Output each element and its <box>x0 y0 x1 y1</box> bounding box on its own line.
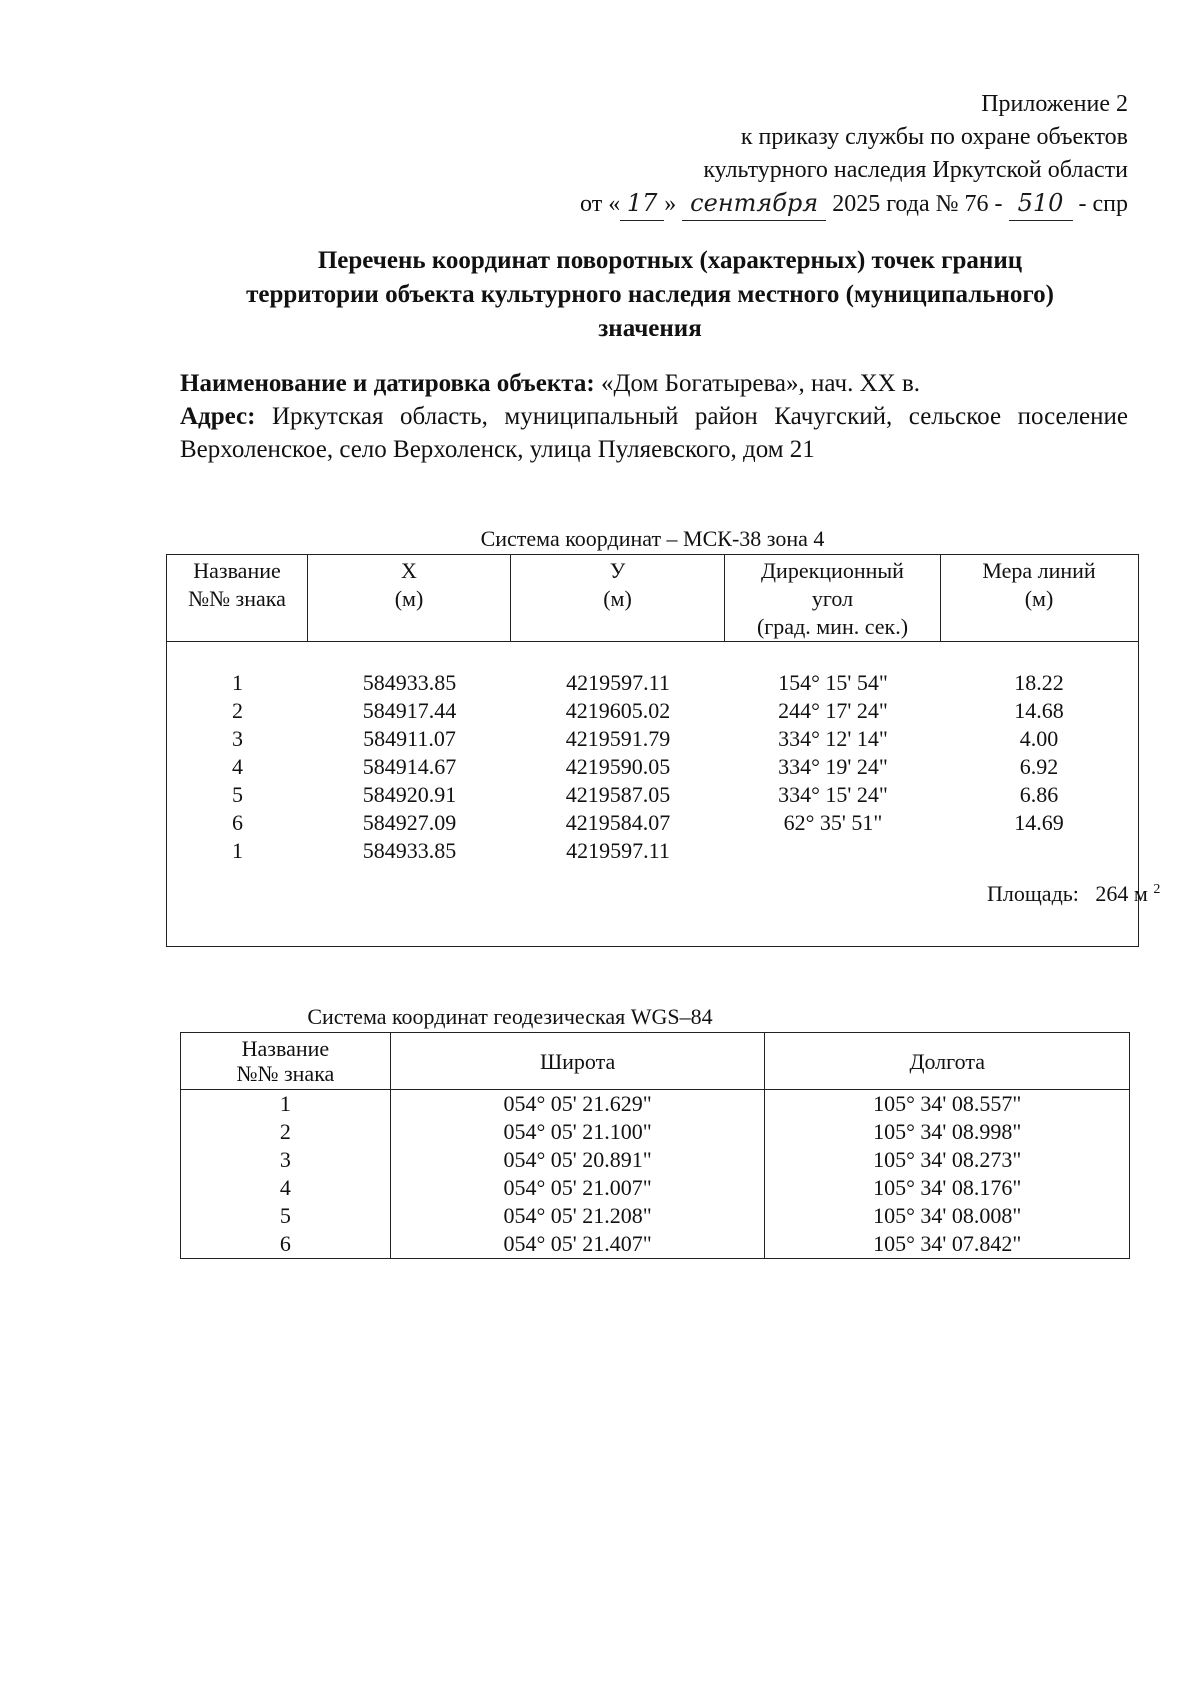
cell-longitude: 105° 34' 08.273" <box>765 1146 1130 1174</box>
cell-length: 6.86 <box>1019 782 1059 807</box>
wgs-table-header <box>181 1033 1130 1090</box>
header-cell-angle <box>725 555 941 641</box>
cell-length: 6.92 <box>1019 754 1059 779</box>
cell-y: 4219597.11 <box>566 670 670 695</box>
cell-longitude: 105° 34' 08.176" <box>765 1174 1130 1202</box>
table-row <box>167 725 1138 753</box>
cell-longitude: 105° 34' 07.842" <box>765 1230 1130 1259</box>
table-row <box>167 753 1138 781</box>
object-name-value: «Дом Богатырева», нач. XX в. <box>600 370 920 397</box>
cell-y: 4219590.05 <box>565 754 671 779</box>
object-name-line <box>180 367 1128 400</box>
header-cell-name <box>167 555 308 641</box>
area-unit-power: 2 <box>1153 882 1161 897</box>
area-label: Площадь: <box>987 881 1079 906</box>
title-line: территории объекта культурного наследия местного (муниципального) <box>246 281 1054 308</box>
header-text: №№ знака <box>188 586 286 611</box>
cell-x: 584927.09 <box>362 810 457 835</box>
header-cell-x <box>308 555 511 641</box>
cell-point-number: 4 <box>181 1174 391 1202</box>
address-value: Иркутская область, муниципальный район Качугский, сельское поселение Верхоленское, село Верхоленск, улица Пуляевского, дом 21 <box>180 403 1129 463</box>
cell-x: 584911.07 <box>363 726 456 751</box>
wgs-coordinates-table <box>180 1032 1130 1259</box>
cell-latitude: 054° 05' 21.407" <box>390 1230 765 1259</box>
header-text: угол <box>811 586 854 611</box>
cell-angle: 154° 15' 54" <box>778 670 888 695</box>
cell-angle: 62° 35' 51" <box>783 810 883 835</box>
header-cell-name <box>181 1033 391 1090</box>
cell-y: 4219591.79 <box>565 726 671 751</box>
table-row <box>167 809 1138 837</box>
msk-table-header <box>167 555 1138 642</box>
table-row <box>167 837 1138 865</box>
header-text: У <box>609 558 626 583</box>
document-title <box>160 244 1140 346</box>
table-row <box>181 1174 1130 1202</box>
appendix-ref-line: к приказу службы по охране объектов <box>740 124 1128 150</box>
object-info <box>180 367 1128 466</box>
cell-angle: 334° 12' 14" <box>778 726 888 751</box>
object-address-line <box>180 400 1128 466</box>
msk-coordinates-table <box>166 554 1161 947</box>
title-line: Перечень координат поворотных (характерных) точек границ <box>317 247 1023 274</box>
cell-point-number: 1 <box>181 1090 391 1119</box>
header-text: Название <box>193 558 281 583</box>
header-text: (м) <box>394 586 424 611</box>
cell-latitude: 054° 05' 20.891" <box>390 1146 765 1174</box>
table-row <box>181 1118 1130 1146</box>
table-row <box>181 1230 1130 1259</box>
cell-length: 18.22 <box>1014 670 1064 695</box>
appendix-ref-line: культурного наследия Иркутской области <box>703 157 1128 183</box>
cell-point-number: 5 <box>181 1202 391 1230</box>
cell-angle: 334° 15' 24" <box>778 782 888 807</box>
header-text: (м) <box>603 586 632 611</box>
order-date-line <box>428 187 1128 221</box>
cell-latitude: 054° 05' 21.007" <box>390 1174 765 1202</box>
cell-x: 584914.67 <box>362 754 457 779</box>
cell-length: 4.00 <box>1019 726 1059 751</box>
table-row <box>181 1146 1130 1174</box>
cell-length: 14.69 <box>1014 810 1064 835</box>
header-cell-y <box>511 555 725 641</box>
cell-longitude: 105° 34' 08.998" <box>765 1118 1130 1146</box>
cell-y: 4219605.02 <box>565 698 671 723</box>
cell-longitude: 105° 34' 08.008" <box>765 1202 1130 1230</box>
handwritten-day: 17 <box>620 187 664 221</box>
cell-y: 4219584.07 <box>565 810 671 835</box>
cell-point-number: 2 <box>232 698 243 723</box>
header-cell-length <box>941 555 1137 641</box>
header-text: (град. мин. сек.) <box>756 614 909 639</box>
table-row <box>167 781 1138 809</box>
header-cell-latitude: Широта <box>390 1033 765 1090</box>
header-text: Дирекционный <box>761 558 904 583</box>
order-suffix: - спр <box>1078 191 1128 217</box>
cell-latitude: 054° 05' 21.629" <box>390 1090 765 1119</box>
object-name-label: Наименование и датировка объекта: <box>180 370 595 397</box>
cell-point-number: 4 <box>232 754 243 779</box>
table-row <box>167 697 1138 725</box>
area-value: 264 м <box>1095 881 1148 906</box>
cell-point-number: 6 <box>181 1230 391 1259</box>
appendix-header <box>428 88 1128 221</box>
cell-point-number: 3 <box>232 726 243 751</box>
cell-angle: 244° 17' 24" <box>778 698 888 723</box>
header-cell-longitude: Долгота <box>765 1033 1130 1090</box>
cell-x: 584933.85 <box>362 670 457 695</box>
cell-x: 584933.85 <box>362 838 457 863</box>
cell-length: 14.68 <box>1014 698 1064 723</box>
cell-x: 584920.91 <box>362 782 457 807</box>
header-text: Название <box>241 1036 330 1061</box>
header-text: (м) <box>1024 586 1054 611</box>
header-text: №№ знака <box>236 1061 335 1086</box>
cell-longitude: 105° 34' 08.557" <box>765 1090 1130 1119</box>
msk-table-caption: Система координат – МСК-38 зона 4 <box>480 526 825 551</box>
cell-latitude: 054° 05' 21.208" <box>390 1202 765 1230</box>
appendix-title: Приложение 2 <box>981 91 1128 117</box>
header-text: X <box>401 558 417 583</box>
wgs-table-caption: Система координат геодезическая WGS–84 <box>307 1004 713 1029</box>
cell-point-number: 2 <box>181 1118 391 1146</box>
cell-point-number: 6 <box>232 810 243 835</box>
handwritten-order-number: 510 <box>1009 187 1073 221</box>
area-summary <box>987 881 1160 907</box>
cell-point-number: 1 <box>232 838 243 863</box>
header-text: Мера линий <box>982 558 1096 583</box>
table-row <box>167 669 1138 697</box>
cell-point-number: 3 <box>181 1146 391 1174</box>
cell-y: 4219587.05 <box>565 782 671 807</box>
cell-angle: 334° 19' 24" <box>778 754 888 779</box>
date-year-text: 2025 года № 76 - <box>832 191 1003 217</box>
cell-x: 584917.44 <box>362 698 457 723</box>
handwritten-month: сентября <box>682 187 826 221</box>
table-row <box>181 1090 1130 1119</box>
cell-point-number: 1 <box>232 670 243 695</box>
address-label: Адрес: <box>180 403 256 430</box>
cell-point-number: 5 <box>232 782 243 807</box>
cell-latitude: 054° 05' 21.100" <box>390 1118 765 1146</box>
date-quote-close: » <box>664 191 677 217</box>
cell-y: 4219597.11 <box>566 838 670 863</box>
table-row <box>181 1202 1130 1230</box>
title-line: значения <box>598 315 702 342</box>
date-prefix: от « <box>580 191 621 217</box>
